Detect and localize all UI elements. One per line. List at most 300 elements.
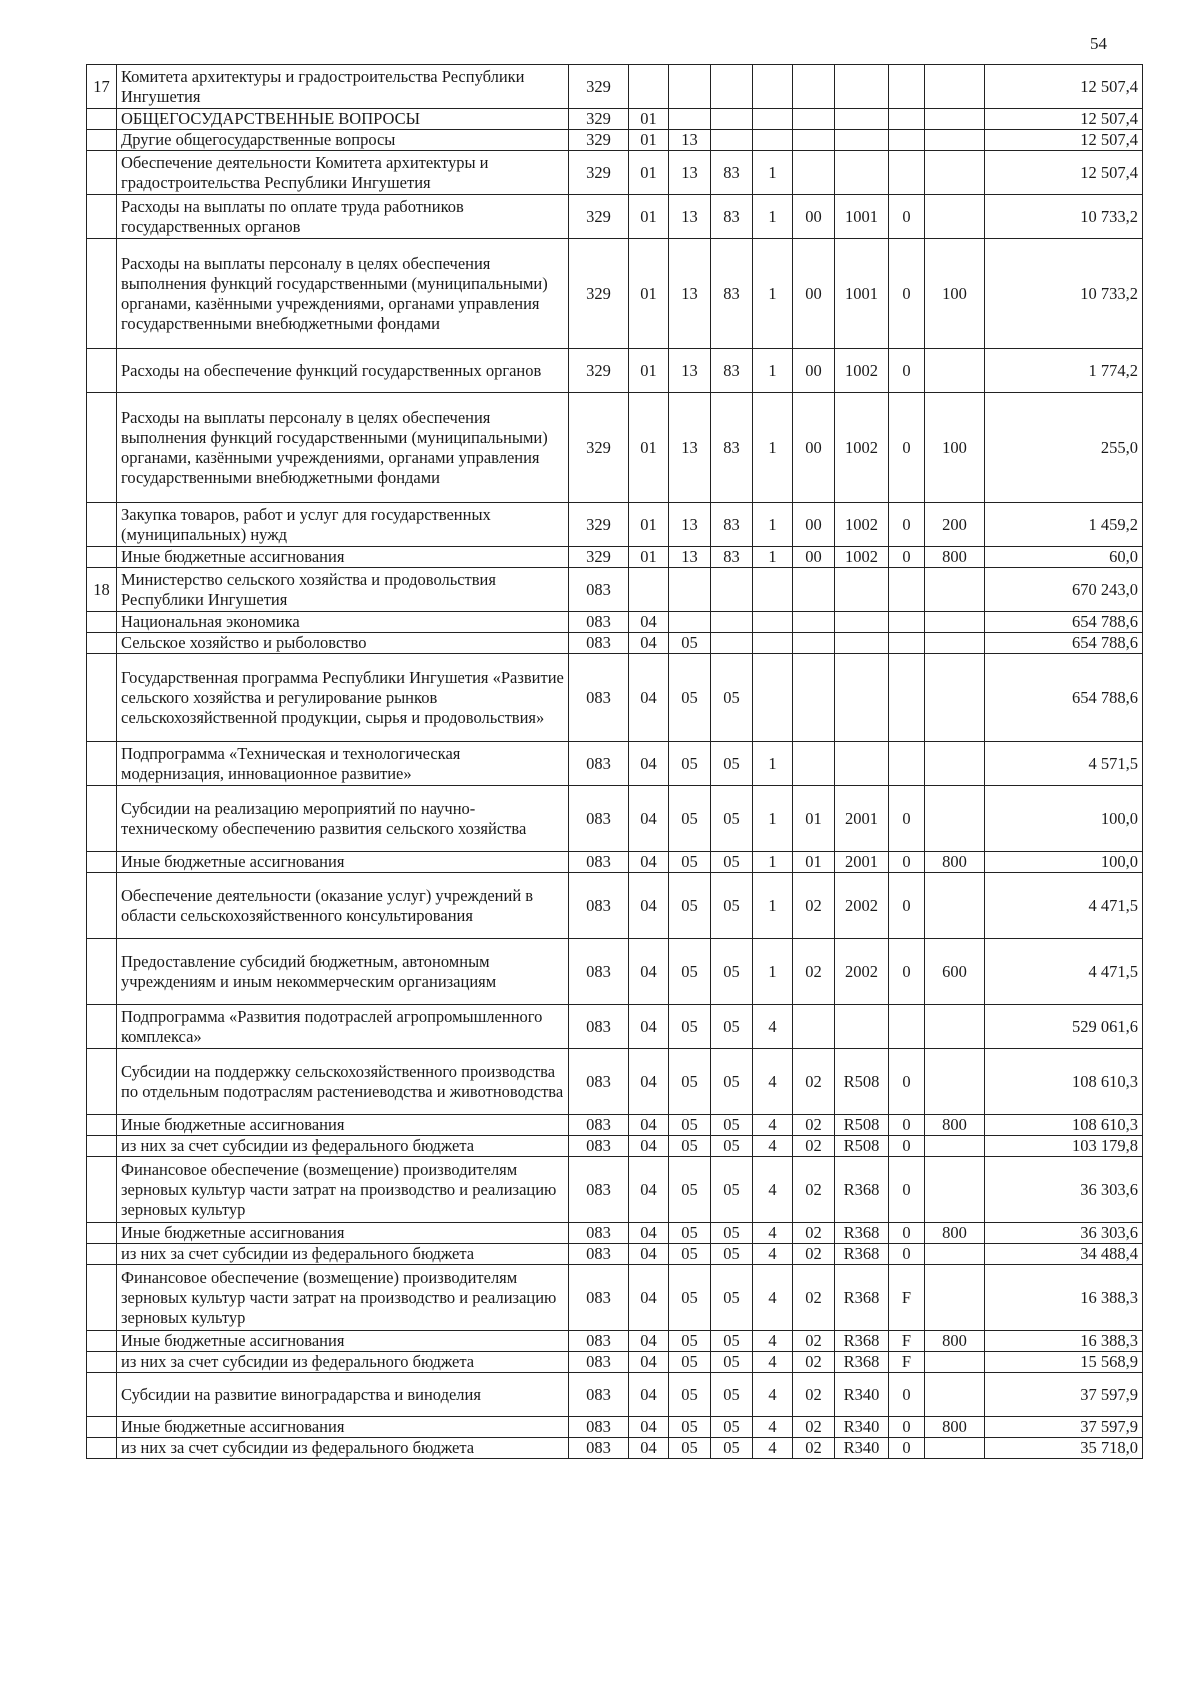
code-cell: R508 [835,1115,889,1136]
code-cell: 0 [889,1115,925,1136]
item-name-cell: Иные бюджетные ассигнования [117,1331,569,1352]
code-cell: 083 [569,1005,629,1049]
amount-cell: 100,0 [985,786,1143,852]
code-cell [889,654,925,742]
code-cell: 083 [569,742,629,786]
table-row [87,1136,1143,1157]
code-cell: 05 [711,1331,753,1352]
code-cell [753,130,793,151]
code-cell: 083 [569,1438,629,1459]
code-cell: 1002 [835,503,889,547]
code-cell: 01 [629,393,669,503]
row-number-cell [87,349,117,393]
code-cell: 083 [569,1331,629,1352]
code-cell: 83 [711,547,753,568]
code-cell: 05 [711,1352,753,1373]
code-cell [835,568,889,612]
code-cell: 02 [793,1417,835,1438]
amount-cell: 37 597,9 [985,1373,1143,1417]
code-cell: 1002 [835,393,889,503]
code-cell: R368 [835,1244,889,1265]
code-cell [889,612,925,633]
code-cell [889,151,925,195]
code-cell: 4 [753,1115,793,1136]
code-cell: 83 [711,503,753,547]
code-cell: 0 [889,1136,925,1157]
code-cell: 83 [711,349,753,393]
code-cell: 01 [629,239,669,349]
code-cell: 1 [753,852,793,873]
code-cell: 05 [711,1417,753,1438]
code-cell: 13 [669,547,711,568]
code-cell [711,65,753,109]
code-cell [793,1005,835,1049]
code-cell [889,109,925,130]
code-cell: 05 [711,786,753,852]
code-cell: 00 [793,547,835,568]
code-cell: 04 [629,852,669,873]
code-cell: 083 [569,852,629,873]
code-cell: R340 [835,1417,889,1438]
item-name-cell: Обеспечение деятельности Комитета архитектуры и градостроительства Республики Ингушетия [117,151,569,195]
code-cell: 0 [889,349,925,393]
item-name-cell: Обеспечение деятельности (оказание услуг) учреждений в области сельскохозяйственного консультирования [117,873,569,939]
code-cell [925,65,985,109]
code-cell: 05 [669,1136,711,1157]
row-number-cell [87,195,117,239]
code-cell: 083 [569,1049,629,1115]
code-cell: 05 [711,1244,753,1265]
row-number-cell [87,742,117,786]
code-cell: 02 [793,1049,835,1115]
row-number-cell [87,503,117,547]
code-cell [753,612,793,633]
row-number-cell: 18 [87,568,117,612]
item-name-cell: Субсидии на развитие виноградарства и виноделия [117,1373,569,1417]
code-cell: 083 [569,1157,629,1223]
code-cell: 02 [793,1136,835,1157]
code-cell: 02 [793,1157,835,1223]
code-cell: R340 [835,1438,889,1459]
code-cell: 0 [889,1373,925,1417]
table-row [87,852,1143,873]
code-cell: 1 [753,503,793,547]
item-name-cell: Иные бюджетные ассигнования [117,1417,569,1438]
code-cell: 04 [629,633,669,654]
code-cell [835,633,889,654]
row-number-cell: 17 [87,65,117,109]
amount-cell: 1 774,2 [985,349,1143,393]
code-cell: 4 [753,1331,793,1352]
code-cell: 05 [669,1115,711,1136]
amount-cell: 529 061,6 [985,1005,1143,1049]
code-cell: 4 [753,1417,793,1438]
item-name-cell: из них за счет субсидии из федерального бюджета [117,1438,569,1459]
code-cell: 1 [753,393,793,503]
code-cell: F [889,1352,925,1373]
code-cell: 01 [629,547,669,568]
code-cell [753,109,793,130]
code-cell [753,633,793,654]
code-cell: 04 [629,1438,669,1459]
code-cell: 800 [925,1331,985,1352]
item-name-cell: Сельское хозяйство и рыболовство [117,633,569,654]
code-cell: R368 [835,1265,889,1331]
code-cell [889,65,925,109]
item-name-cell: Финансовое обеспечение (возмещение) производителям зерновых культур части затрат на производство и реализацию зерновых культур [117,1157,569,1223]
budget-table-body [87,65,1143,1459]
code-cell: 05 [669,939,711,1005]
code-cell [629,568,669,612]
row-number-cell [87,1417,117,1438]
code-cell: 01 [793,786,835,852]
code-cell: 05 [669,1373,711,1417]
code-cell: 083 [569,1115,629,1136]
amount-cell: 4 571,5 [985,742,1143,786]
code-cell [793,130,835,151]
item-name-cell: Иные бюджетные ассигнования [117,852,569,873]
code-cell: 01 [629,503,669,547]
code-cell: 2002 [835,873,889,939]
row-number-cell [87,1136,117,1157]
code-cell [925,130,985,151]
code-cell: 083 [569,612,629,633]
code-cell: 0 [889,1438,925,1459]
code-cell: 02 [793,1331,835,1352]
code-cell [753,654,793,742]
table-row [87,1244,1143,1265]
code-cell [925,1438,985,1459]
row-number-cell [87,786,117,852]
code-cell [925,109,985,130]
item-name-cell: Расходы на выплаты по оплате труда работников государственных органов [117,195,569,239]
code-cell: 04 [629,1417,669,1438]
code-cell: 0 [889,1223,925,1244]
code-cell: 13 [669,503,711,547]
code-cell: 329 [569,151,629,195]
code-cell: 02 [793,1352,835,1373]
code-cell: 01 [629,195,669,239]
row-number-cell [87,873,117,939]
amount-cell: 16 388,3 [985,1265,1143,1331]
code-cell: 05 [711,1223,753,1244]
code-cell: 01 [629,109,669,130]
table-row [87,151,1143,195]
code-cell: 01 [629,349,669,393]
code-cell: 83 [711,195,753,239]
code-cell: 13 [669,130,711,151]
budget-table-container [86,64,1142,1459]
code-cell: 02 [793,1438,835,1459]
code-cell [925,568,985,612]
table-row [87,1417,1143,1438]
code-cell: 00 [793,195,835,239]
code-cell [711,109,753,130]
code-cell: 1 [753,939,793,1005]
code-cell: 13 [669,239,711,349]
code-cell: 0 [889,393,925,503]
code-cell: 05 [711,1136,753,1157]
table-row [87,1115,1143,1136]
code-cell [835,1005,889,1049]
table-row [87,195,1143,239]
row-number-cell [87,151,117,195]
code-cell [669,568,711,612]
row-number-cell [87,1352,117,1373]
code-cell: 83 [711,151,753,195]
amount-cell: 654 788,6 [985,654,1143,742]
code-cell [889,568,925,612]
code-cell: 2001 [835,852,889,873]
code-cell: 083 [569,1244,629,1265]
row-number-cell [87,109,117,130]
code-cell [925,1136,985,1157]
code-cell [793,612,835,633]
item-name-cell: Иные бюджетные ассигнования [117,1115,569,1136]
code-cell: 00 [793,239,835,349]
code-cell: 00 [793,393,835,503]
table-row [87,1223,1143,1244]
item-name-cell: Иные бюджетные ассигнования [117,1223,569,1244]
code-cell: 1002 [835,349,889,393]
table-row [87,130,1143,151]
code-cell: 05 [711,654,753,742]
code-cell [925,1265,985,1331]
code-cell: 329 [569,349,629,393]
code-cell: 04 [629,1136,669,1157]
code-cell: 100 [925,393,985,503]
row-number-cell [87,852,117,873]
item-name-cell: Финансовое обеспечение (возмещение) производителям зерновых культур части затрат на производство и реализацию зерновых культур [117,1265,569,1331]
code-cell: 0 [889,547,925,568]
table-row [87,742,1143,786]
code-cell [925,1373,985,1417]
code-cell [669,109,711,130]
row-number-cell [87,939,117,1005]
code-cell: 329 [569,65,629,109]
amount-cell: 670 243,0 [985,568,1143,612]
code-cell: 083 [569,1136,629,1157]
code-cell: 083 [569,1373,629,1417]
amount-cell: 103 179,8 [985,1136,1143,1157]
code-cell: 0 [889,1157,925,1223]
code-cell: 04 [629,939,669,1005]
row-number-cell [87,1157,117,1223]
code-cell [793,65,835,109]
code-cell [835,151,889,195]
code-cell: 800 [925,1417,985,1438]
amount-cell: 15 568,9 [985,1352,1143,1373]
code-cell: 02 [793,1115,835,1136]
item-name-cell: Субсидии на реализацию мероприятий по научно-техническому обеспечению развития сельского хозяйства [117,786,569,852]
code-cell: 05 [669,633,711,654]
code-cell [793,151,835,195]
code-cell: 0 [889,939,925,1005]
code-cell [889,130,925,151]
code-cell [925,1352,985,1373]
item-name-cell: Другие общегосударственные вопросы [117,130,569,151]
amount-cell: 108 610,3 [985,1049,1143,1115]
code-cell: 04 [629,1223,669,1244]
item-name-cell: Национальная экономика [117,612,569,633]
code-cell: 04 [629,1157,669,1223]
code-cell: 1 [753,349,793,393]
code-cell: R368 [835,1352,889,1373]
code-cell: 04 [629,1005,669,1049]
code-cell [835,612,889,633]
code-cell: 05 [669,1265,711,1331]
code-cell: 100 [925,239,985,349]
code-cell: 329 [569,239,629,349]
amount-cell: 34 488,4 [985,1244,1143,1265]
code-cell: 4 [753,1157,793,1223]
amount-cell: 108 610,3 [985,1115,1143,1136]
code-cell: 4 [753,1223,793,1244]
table-row [87,786,1143,852]
code-cell [925,786,985,852]
item-name-cell: Закупка товаров, работ и услуг для государственных (муниципальных) нужд [117,503,569,547]
code-cell: 02 [793,1223,835,1244]
code-cell: 05 [711,873,753,939]
row-number-cell [87,1265,117,1331]
code-cell: 05 [669,1438,711,1459]
code-cell: 13 [669,349,711,393]
code-cell: 0 [889,852,925,873]
code-cell: 05 [711,1115,753,1136]
code-cell: 05 [669,1244,711,1265]
item-name-cell: из них за счет субсидии из федерального бюджета [117,1244,569,1265]
code-cell: 13 [669,151,711,195]
code-cell: 02 [793,939,835,1005]
table-row [87,939,1143,1005]
code-cell: 83 [711,239,753,349]
code-cell [793,654,835,742]
item-name-cell: Комитета архитектуры и градостроительства Республики Ингушетия [117,65,569,109]
code-cell: 4 [753,1438,793,1459]
code-cell: 05 [669,1223,711,1244]
code-cell: 05 [711,1373,753,1417]
code-cell: 04 [629,1244,669,1265]
amount-cell: 12 507,4 [985,151,1143,195]
amount-cell: 12 507,4 [985,130,1143,151]
code-cell: 329 [569,503,629,547]
code-cell [925,873,985,939]
code-cell [925,1049,985,1115]
code-cell: F [889,1265,925,1331]
code-cell: 800 [925,852,985,873]
code-cell: 05 [669,1157,711,1223]
code-cell: 4 [753,1265,793,1331]
code-cell [925,349,985,393]
row-number-cell [87,1223,117,1244]
code-cell [835,109,889,130]
row-number-cell [87,393,117,503]
code-cell: 0 [889,195,925,239]
table-row [87,503,1143,547]
code-cell: 1 [753,151,793,195]
code-cell [753,65,793,109]
table-row [87,349,1143,393]
code-cell: R368 [835,1223,889,1244]
code-cell: 1 [753,742,793,786]
code-cell: 05 [669,1005,711,1049]
code-cell: F [889,1331,925,1352]
code-cell: 4 [753,1005,793,1049]
code-cell: 1001 [835,239,889,349]
code-cell: 05 [711,1157,753,1223]
code-cell: 2001 [835,786,889,852]
row-number-cell [87,633,117,654]
code-cell [925,612,985,633]
code-cell: 083 [569,654,629,742]
code-cell [711,612,753,633]
code-cell: 083 [569,786,629,852]
code-cell: 0 [889,1049,925,1115]
amount-cell: 37 597,9 [985,1417,1143,1438]
code-cell: 04 [629,786,669,852]
row-number-cell [87,547,117,568]
code-cell [889,633,925,654]
amount-cell: 255,0 [985,393,1143,503]
code-cell: 01 [629,151,669,195]
code-cell [889,1005,925,1049]
code-cell [669,612,711,633]
code-cell [711,568,753,612]
code-cell [835,654,889,742]
row-number-cell [87,1438,117,1459]
item-name-cell: ОБЩЕГОСУДАРСТВЕННЫЕ ВОПРОСЫ [117,109,569,130]
code-cell: 05 [711,1438,753,1459]
item-name-cell: Расходы на обеспечение функций государственных органов [117,349,569,393]
code-cell: 05 [711,852,753,873]
table-row [87,1157,1143,1223]
code-cell: 05 [711,1005,753,1049]
code-cell: 083 [569,1417,629,1438]
code-cell [835,130,889,151]
row-number-cell [87,1244,117,1265]
item-name-cell: Расходы на выплаты персоналу в целях обеспечения выполнения функций государственными (муниципальными) органами, казёнными учреждениями, органами управления государственными внебюджетными фондами [117,239,569,349]
amount-cell: 100,0 [985,852,1143,873]
code-cell: 0 [889,503,925,547]
code-cell: 0 [889,786,925,852]
table-row [87,633,1143,654]
row-number-cell [87,1331,117,1352]
code-cell: 083 [569,1352,629,1373]
code-cell: 05 [669,1049,711,1115]
code-cell: 329 [569,130,629,151]
table-row [87,1005,1143,1049]
code-cell: 05 [669,1352,711,1373]
amount-cell: 4 471,5 [985,873,1143,939]
code-cell [793,109,835,130]
code-cell: 05 [669,786,711,852]
amount-cell: 60,0 [985,547,1143,568]
code-cell: R340 [835,1373,889,1417]
amount-cell: 10 733,2 [985,239,1143,349]
code-cell [925,742,985,786]
code-cell: 02 [793,1373,835,1417]
table-row [87,1331,1143,1352]
code-cell: 083 [569,1265,629,1331]
code-cell [925,654,985,742]
table-row [87,568,1143,612]
code-cell: R508 [835,1136,889,1157]
code-cell [835,742,889,786]
code-cell: 05 [669,742,711,786]
code-cell: 04 [629,873,669,939]
code-cell: 4 [753,1244,793,1265]
table-row [87,239,1143,349]
